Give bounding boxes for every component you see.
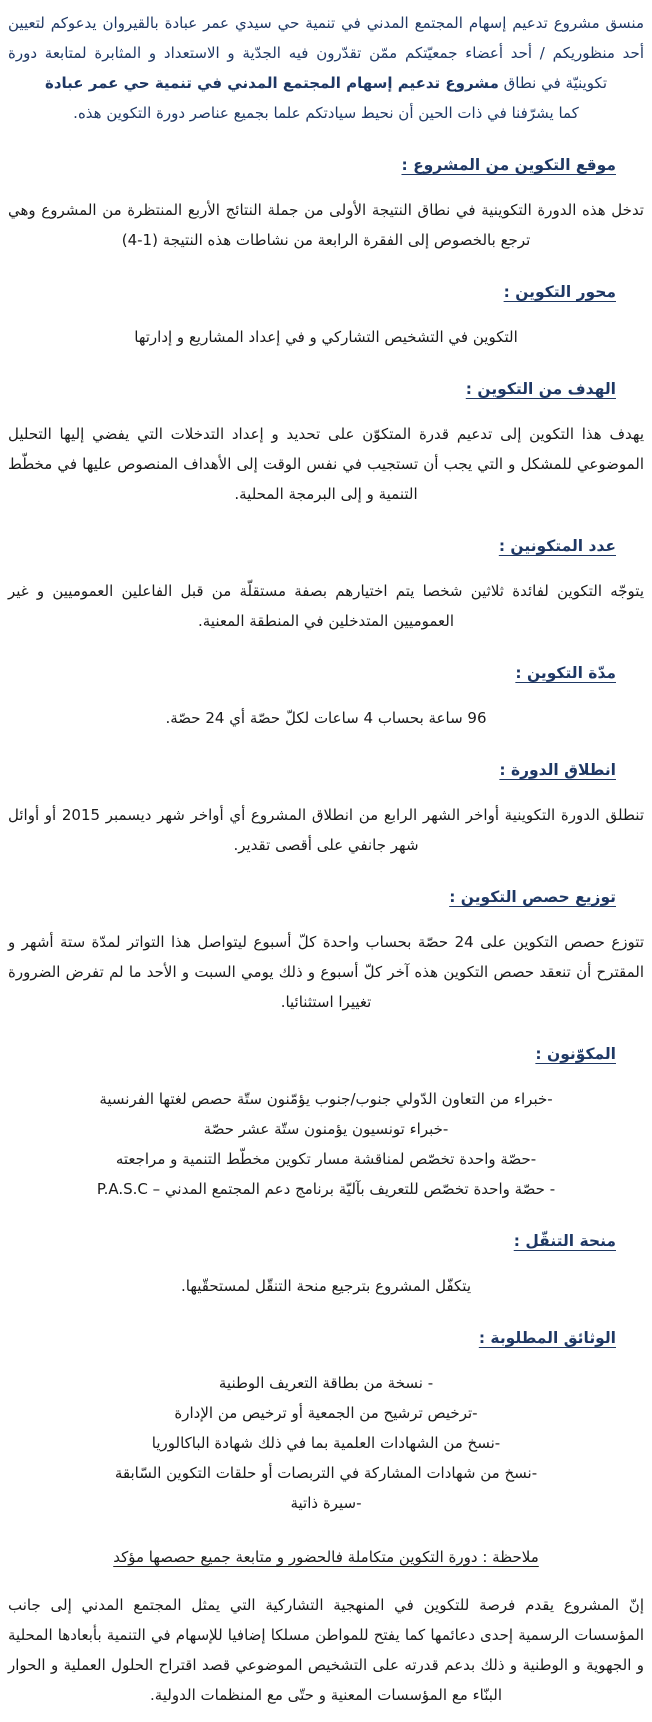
intro-paragraph (8, 8, 644, 98)
intro-followup: كما يشرّفنا في ذات الحين أن نحيط سيادتكم علما بجميع عناصر دورة التكوين هذه. (73, 104, 579, 122)
section-paragraph: التكوين في التشخيص التشاركي و في إعداد المشاريع و إدارتها (134, 328, 518, 346)
section-heading: المكوّنون : (535, 1045, 616, 1063)
list-item: -سيرة ذاتية (290, 1494, 362, 1512)
section-heading: محور التكوين : (503, 283, 616, 301)
section-heading: توزيع حصص التكوين : (449, 888, 616, 906)
document-section (8, 882, 644, 1017)
document-section (8, 150, 644, 255)
section-heading: انطلاق الدورة : (499, 761, 616, 779)
section-list (8, 1084, 644, 1204)
document-section (8, 1039, 644, 1204)
section-heading: عدد المتكونين : (498, 537, 616, 555)
section-paragraph: يتكفّل المشروع بترجيع منحة التنقّل لمستحقّيها. (180, 1277, 472, 1295)
section-paragraph: يهدف هذا التكوين إلى تدعيم قدرة المتكوّن على تحديد و إعداد التدخلات التي يفضي إليها التحليل الموضوعي للمشكل و التي يجب أن تستجيب في نفس الوقت إلى الأهداف المنصوص عليها في مخطّط التنمية و إلى البرمجة المحلية. (8, 425, 644, 503)
section-heading: موقع التكوين من المشروع : (401, 156, 616, 174)
section-heading: منحة التنقّل : (513, 1232, 616, 1250)
section-paragraph: تدخل هذه الدورة التكوينية في نطاق النتيجة الأولى من جملة النتائج الأربع المنتظرة من المشروع وهي ترجع بالخصوص إلى الفقرة الرابعة من نشاطات هذه النتيجة (1-4) (8, 201, 644, 249)
section-paragraph: تنطلق الدورة التكوينية أواخر الشهر الرابع من انطلاق المشروع أي أواخر شهر ديسمبر 2015 أو أوائل شهر جانفي على أقصى تقدير. (8, 806, 644, 854)
document-section (8, 1323, 644, 1518)
list-item: -خبراء من التعاون الدّولي جنوب/جنوب يؤمّنون ستّة حصص لغتها الفرنسية (99, 1090, 553, 1108)
section-paragraph: 96 ساعة بحساب 4 ساعات لكلّ حصّة أي 24 حصّة. (165, 709, 487, 727)
intro-project-title-bold: مشروع تدعيم إسهام المجتمع المدني في تنمية حي عمر عبادة (44, 74, 499, 92)
document-section (8, 531, 644, 636)
document-section (8, 755, 644, 860)
list-item: - حصّة واحدة تخصّص للتعريف بآليّة برنامج دعم المجتمع المدني – P.A.S.C (96, 1180, 556, 1198)
document-section (8, 658, 644, 733)
document-section (8, 277, 644, 352)
section-paragraph: يتوجّه التكوين لفائدة ثلاثين شخصا يتم اختيارهم بصفة مستقلّة من قبل الفاعلين العموميين و غير العموميين المتدخلين في المنطقة المعنية. (8, 582, 644, 630)
list-item: -حصّة واحدة تخصّص لمناقشة مسار تكوين مخطّط التنمية و مراجعته (115, 1150, 537, 1168)
section-heading: مدّة التكوين : (515, 664, 616, 682)
sections-container (8, 150, 644, 1518)
note-line: ملاحظة : دورة التكوين متكاملة فالحضور و متابعة جميع حصصها مؤكد (113, 1548, 539, 1566)
list-item: -خبراء تونسيون يؤمنون ستّة عشر حصّة (203, 1120, 449, 1138)
list-item: -نسخ من الشهادات العلمية بما في ذلك شهادة الباكالوريا (151, 1434, 501, 1452)
section-heading: الوثائق المطلوبة : (478, 1329, 616, 1347)
closing-paragraph: إنّ المشروع يقدم فرصة للتكوين في المنهجية التشاركية التي يمثل المجتمع المدني إلى جانب المؤسسات الرسمية إحدى دعائمها كما يفتح للمواطن مسلكا إضافيا للإسهام في التنمية بأبعادها المحلية و الجهوية و الوطنية و ذلك بدعم قدرته على التشخيص الموضوعي قصد اقتراح الحلول العملية و الحوار البنّاء مع المؤسسات المعنية و حتّى مع المنظمات الدولية. (8, 1596, 644, 1704)
list-item: -نسخ من شهادات المشاركة في التربصات أو حلقات التكوين السّابقة (114, 1464, 538, 1482)
section-paragraph: تتوزع حصص التكوين على 24 حصّة بحساب واحدة كلّ أسبوع ليتواصل هذا التواتر لمدّة ستة أشهر و المقترح أن تنعقد حصص التكوين هذه آخر كلّ أسبوع و ذلك يومي السبت و الأحد ما لم تفرض الضرورة تغييرا استثنائيا. (8, 933, 644, 1011)
list-item: - نسخة من بطاقة التعريف الوطنية (218, 1374, 434, 1392)
section-list (8, 1368, 644, 1518)
list-item: -ترخيص ترشيح من الجمعية أو ترخيص من الإدارة (174, 1404, 478, 1422)
section-heading: الهدف من التكوين : (465, 380, 616, 398)
document-section (8, 1226, 644, 1301)
document-section (8, 374, 644, 509)
intro-lead-text: منسق مشروع تدعيم إسهام المجتمع المدني في تنمية حي سيدي عمر عبادة بالقيروان يدعوكم لتعيين أحد منظوريكم / أحد أعضاء جمعيّتكم ممّن تقدّرون فيه الجدّية و الاستعداد و المثابرة لمتابعة دورة تكوينيّة في نطاق (8, 14, 644, 92)
